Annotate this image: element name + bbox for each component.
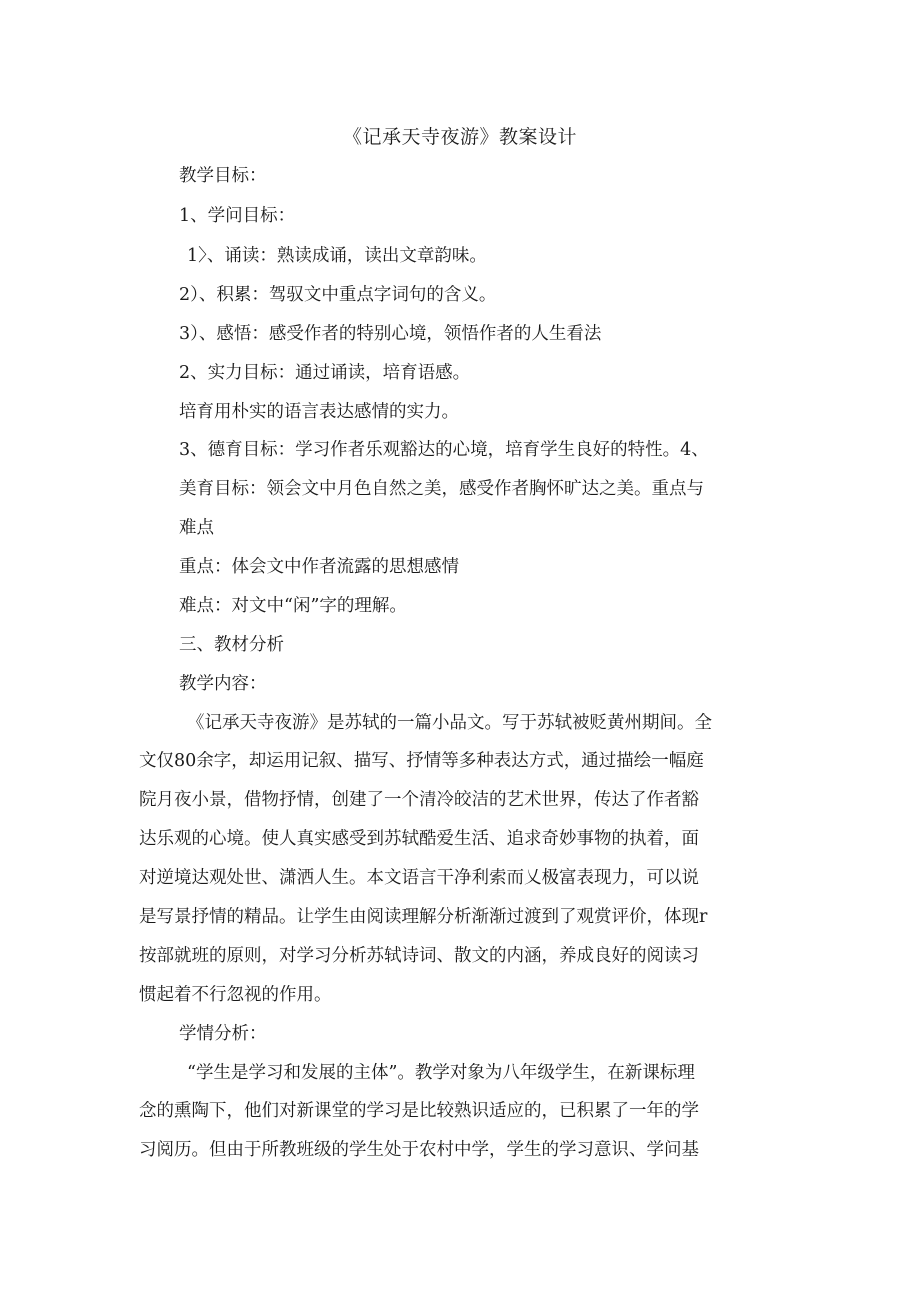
- subheading-learner-analysis: 学情分析：: [179, 1024, 267, 1044]
- subheading-knowledge-goal: 1、学问目标：: [179, 206, 296, 226]
- subheading-teaching-content: 教学内容：: [179, 674, 267, 694]
- paragraph-line: “学生是学习和发展的主体”。教学对象为八年级学生，在新课标理: [187, 1063, 695, 1083]
- paragraph-line: 院月夜小景，借物抒情，创建了一个清冷皎洁的艺术世界，传达了作者豁: [139, 790, 699, 810]
- list-item-recitation: 1〉、诵读：熟读成诵，读出文章韵味。: [187, 246, 487, 266]
- paragraph-line: 习阅历。但由于所教班级的学生处于农村中学，学生的学习意识、学问基: [139, 1140, 699, 1160]
- difficulty-line: 难点：对文中“闲”字的理解。: [179, 596, 407, 616]
- paragraph-line: 念的熏陶下，他们对新课堂的学习是比较熟识适应的，已积累了一年的学: [139, 1101, 699, 1121]
- list-item-perception: 3）、感悟：感受作者的特别心境，领悟作者的人生看法: [179, 324, 602, 344]
- document-title: 《记承天寺夜游》教案设计: [342, 126, 577, 148]
- paragraph-line: 达乐观的心境。使人真实感受到苏轼酷爱生活、追求奇妙事物的执着，面: [139, 829, 699, 849]
- section-heading-teaching-goals: 教学目标：: [179, 166, 267, 186]
- text-line: 培育用朴实的语言表达感情的实力。: [179, 402, 459, 422]
- text-line: 3、德育目标：学习作者乐观豁达的心境，培育学生良好的特性。4、: [179, 440, 709, 460]
- key-point-line: 重点：体会文中作者流露的思想感情: [179, 557, 459, 577]
- text-line: 难点: [179, 518, 214, 538]
- paragraph-line: 是写景抒情的精品。让学生由阅读理解分析渐渐过渡到了观赏评价，体现r: [139, 907, 708, 927]
- paragraph-line: 对逆境达观处世、潇洒人生。本文语言干净利索而乂极富表现力，可以说: [139, 868, 699, 888]
- paragraph-line: 惯起着不行忽视的作用。: [139, 985, 332, 1005]
- list-item-accumulation: 2）、积累：驾驭文中重点字词句的含义。: [179, 285, 497, 305]
- paragraph-line: 《记承天寺夜游》是苏轼的一篇小品文。写于苏轼被贬黄州期间。全: [187, 713, 712, 733]
- text-line: 美育目标：领会文中月色自然之美，感受作者胸怀旷达之美。重点与: [179, 479, 704, 499]
- subheading-ability-goal: 2、实力目标：通过诵读，培育语感。: [179, 363, 471, 383]
- section-heading-material-analysis: 三、教材分析: [179, 635, 284, 655]
- paragraph-line: 按部就班的原则，对学习分析苏轼诗词、散文的内涵，养成良好的阅读习: [139, 946, 699, 966]
- paragraph-line: 文仅80余字，却运用记叙、描写、抒情等多种表达方式，通过描绘一幅庭: [139, 751, 704, 771]
